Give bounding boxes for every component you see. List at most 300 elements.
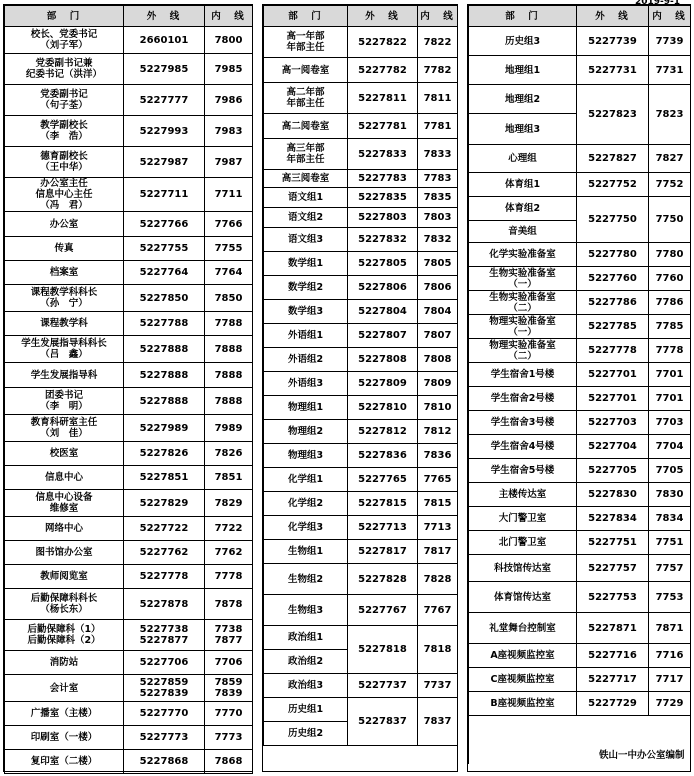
- internal-number: 7888: [205, 363, 253, 388]
- internal-number: 7703: [649, 411, 691, 435]
- internal-number: 7800: [205, 27, 253, 54]
- internal-number: 7757: [649, 555, 691, 582]
- header-int: 内 线: [649, 6, 691, 27]
- table-row: [469, 339, 691, 363]
- table-row: [469, 27, 691, 56]
- table-row: [469, 507, 691, 531]
- table-row: [264, 372, 458, 396]
- directory-table-3: [468, 5, 691, 764]
- dept-name: 党委副书记兼 纪委书记（洪洋）: [5, 54, 124, 85]
- dept-name: 党委副书记 （句子荃）: [5, 85, 124, 116]
- dept-name: 礼堂舞台控制室: [469, 613, 577, 644]
- dept-name: 生物组3: [264, 595, 348, 626]
- dept-name: 校长、党委书记 （刘子军）: [5, 27, 124, 54]
- dept-name: 生物组2: [264, 564, 348, 595]
- dept-name: 大门警卫室: [469, 507, 577, 531]
- internal-number: 7871: [649, 613, 691, 644]
- external-number: 5227851: [124, 466, 205, 490]
- table-row: [469, 173, 691, 197]
- table-row: [5, 517, 253, 541]
- internal-number: 7833: [418, 139, 458, 170]
- internal-number: 7785: [649, 315, 691, 339]
- table-row: [469, 668, 691, 692]
- external-number: 5227985: [124, 54, 205, 85]
- table-row: [5, 589, 253, 620]
- footer-row: [469, 716, 691, 764]
- external-number: 5227751: [577, 531, 649, 555]
- external-number: 5227806: [348, 276, 418, 300]
- internal-number: 7778: [205, 565, 253, 589]
- dept-name: 政治组2: [264, 650, 348, 674]
- table-row: [5, 442, 253, 466]
- external-number: 5227837: [348, 698, 418, 746]
- table-row: [5, 178, 253, 212]
- external-number: 5227703: [577, 411, 649, 435]
- internal-number: 7701: [649, 363, 691, 387]
- internal-number: 7818: [418, 626, 458, 674]
- table-row: [469, 197, 691, 221]
- external-number: 5227812: [348, 420, 418, 444]
- internal-number: 7810: [418, 396, 458, 420]
- internal-number: 7701: [649, 387, 691, 411]
- internal-number: 7780: [649, 243, 691, 267]
- internal-number: 7868: [205, 750, 253, 774]
- table-row: [264, 564, 458, 595]
- external-number: 5227888: [124, 388, 205, 415]
- dept-name: 物理实验准备室 （二）: [469, 339, 577, 363]
- table-row: [5, 261, 253, 285]
- table-row: [5, 490, 253, 517]
- internal-number: 7716: [649, 644, 691, 668]
- external-number: 5227826: [124, 442, 205, 466]
- table-row: [264, 626, 458, 650]
- external-number: 5227868: [124, 750, 205, 774]
- internal-number: 7835: [418, 188, 458, 208]
- table-row: [264, 468, 458, 492]
- internal-number: 7764: [205, 261, 253, 285]
- internal-number: 7822: [418, 27, 458, 58]
- internal-number: 7878: [205, 589, 253, 620]
- table-row: [264, 228, 458, 252]
- external-number: 5227753: [577, 582, 649, 613]
- external-number: 5227807: [348, 324, 418, 348]
- external-number: 5227781: [348, 114, 418, 139]
- table-row: [264, 444, 458, 468]
- table-row: [5, 388, 253, 415]
- dept-name: 广播室（主楼）: [5, 702, 124, 726]
- table-row: [469, 459, 691, 483]
- internal-number: 7832: [418, 228, 458, 252]
- internal-number: 7786: [649, 291, 691, 315]
- table-row: [5, 27, 253, 54]
- table-row: [264, 58, 458, 83]
- internal-number: 7804: [418, 300, 458, 324]
- dept-name: 高一年部 年部主任: [264, 27, 348, 58]
- internal-number: 7717: [649, 668, 691, 692]
- external-number: 5227757: [577, 555, 649, 582]
- table-row: [5, 285, 253, 312]
- header-dept: 部 门: [5, 6, 124, 27]
- internal-number: 7750: [649, 197, 691, 243]
- dept-name: 教师阅览室: [5, 565, 124, 589]
- header-int: 内 线: [205, 6, 253, 27]
- external-number: 5227706: [124, 651, 205, 675]
- external-number: 5227755: [124, 237, 205, 261]
- internal-number: 7815: [418, 492, 458, 516]
- directory-table-1: [4, 5, 253, 774]
- dept-name: 档案室: [5, 261, 124, 285]
- table-row: [469, 411, 691, 435]
- header-ext: 外 线: [124, 6, 205, 27]
- table-row: [5, 415, 253, 442]
- dept-name: 信息中心设备 维修室: [5, 490, 124, 517]
- table-row: [264, 170, 458, 188]
- internal-number: 7788: [205, 312, 253, 336]
- header-dept: 部 门: [469, 6, 577, 27]
- external-number: 5227834: [577, 507, 649, 531]
- external-number: 5227770: [124, 702, 205, 726]
- dept-name: 学生宿舍4号楼: [469, 435, 577, 459]
- internal-number: 7765: [418, 468, 458, 492]
- internal-number: 7808: [418, 348, 458, 372]
- internal-number: 7859 7839: [205, 675, 253, 702]
- internal-number: 7751: [649, 531, 691, 555]
- external-number: 5227808: [348, 348, 418, 372]
- external-number: 5227766: [124, 212, 205, 237]
- external-number: 5227832: [348, 228, 418, 252]
- dept-name: 政治组1: [264, 626, 348, 650]
- dept-name: 教学副校长 （李 浩）: [5, 116, 124, 147]
- table-row: [264, 595, 458, 626]
- dept-name: 办公室: [5, 212, 124, 237]
- table-row: [469, 582, 691, 613]
- table-row: [5, 620, 253, 651]
- header-int: 内 线: [418, 6, 458, 27]
- external-number: 5227738 5227877: [124, 620, 205, 651]
- table-row: [5, 651, 253, 675]
- table-row: [264, 276, 458, 300]
- table-row: [469, 243, 691, 267]
- dept-name: 学生宿舍5号楼: [469, 459, 577, 483]
- dept-name: 生物实验准备室 （一）: [469, 267, 577, 291]
- dept-name: 高三年部 年部主任: [264, 139, 348, 170]
- dept-name: 后勤保障科（1） 后勤保障科（2）: [5, 620, 124, 651]
- external-number: 5227739: [577, 27, 649, 56]
- table-row: [5, 116, 253, 147]
- dept-name: 语文组1: [264, 188, 348, 208]
- dept-name: 化学组3: [264, 516, 348, 540]
- table-row: [469, 315, 691, 339]
- external-number: 5227767: [348, 595, 418, 626]
- directory-table-2: [263, 5, 458, 746]
- dept-name: 学生发展指导科科长 （吕 鑫）: [5, 336, 124, 363]
- table-row: [264, 396, 458, 420]
- dept-name: 历史组1: [264, 698, 348, 722]
- table-row: [469, 85, 691, 114]
- dept-name: 高一阅卷室: [264, 58, 348, 83]
- internal-number: 7753: [649, 582, 691, 613]
- external-number: 5227803: [348, 208, 418, 228]
- dept-name: 后勤保障科科长 （杨长东）: [5, 589, 124, 620]
- table-row: [469, 291, 691, 315]
- internal-number: 7704: [649, 435, 691, 459]
- directory-panel-3: [467, 4, 691, 772]
- dept-name: 物理组1: [264, 396, 348, 420]
- table-row: [264, 208, 458, 228]
- internal-number: 7986: [205, 85, 253, 116]
- external-number: 5227818: [348, 626, 418, 674]
- internal-number: 7737: [418, 674, 458, 698]
- dept-name: 地理组2: [469, 85, 577, 114]
- dept-name: A座视频监控室: [469, 644, 577, 668]
- internal-number: 7830: [649, 483, 691, 507]
- external-number: 5227778: [124, 565, 205, 589]
- table-row: [5, 702, 253, 726]
- external-number: 5227704: [577, 435, 649, 459]
- internal-number: 7731: [649, 56, 691, 85]
- table-row: [264, 420, 458, 444]
- internal-number: 7817: [418, 540, 458, 564]
- dept-name: 历史组3: [469, 27, 577, 56]
- table-row: [469, 613, 691, 644]
- table-row: [5, 237, 253, 261]
- table-row: [264, 114, 458, 139]
- dept-name: 高二年部 年部主任: [264, 83, 348, 114]
- dept-name: 信息中心: [5, 466, 124, 490]
- external-number: 5227788: [124, 312, 205, 336]
- internal-number: 7755: [205, 237, 253, 261]
- dept-name: 数学组3: [264, 300, 348, 324]
- external-number: 5227785: [577, 315, 649, 339]
- dept-name: 学生发展指导科: [5, 363, 124, 388]
- dept-name: 历史组2: [264, 722, 348, 746]
- table-row: [264, 27, 458, 58]
- external-number: 5227888: [124, 336, 205, 363]
- table-row: [469, 267, 691, 291]
- external-number: 5227823: [577, 85, 649, 145]
- external-number: 5227815: [348, 492, 418, 516]
- internal-number: 7760: [649, 267, 691, 291]
- internal-number: 7987: [205, 147, 253, 178]
- external-number: 5227783: [348, 170, 418, 188]
- external-number: 5227777: [124, 85, 205, 116]
- external-number: 5227833: [348, 139, 418, 170]
- external-number: 5227716: [577, 644, 649, 668]
- table-row: [469, 531, 691, 555]
- external-number: 5227780: [577, 243, 649, 267]
- table-row: [264, 540, 458, 564]
- external-number: 5227859 5227839: [124, 675, 205, 702]
- table-row: [469, 692, 691, 716]
- dept-name: 北门警卫室: [469, 531, 577, 555]
- external-number: 2660101: [124, 27, 205, 54]
- internal-number: 7783: [418, 170, 458, 188]
- internal-number: 7834: [649, 507, 691, 531]
- external-number: 5227701: [577, 363, 649, 387]
- internal-number: 7722: [205, 517, 253, 541]
- external-number: 5227722: [124, 517, 205, 541]
- dept-name: 数学组2: [264, 276, 348, 300]
- external-number: 5227830: [577, 483, 649, 507]
- table-row: [5, 726, 253, 750]
- internal-number: 7983: [205, 116, 253, 147]
- dept-name: 地理组1: [469, 56, 577, 85]
- internal-number: 7711: [205, 178, 253, 212]
- internal-number: 7805: [418, 252, 458, 276]
- table-row: [5, 336, 253, 363]
- dept-name: 语文组3: [264, 228, 348, 252]
- internal-number: 7828: [418, 564, 458, 595]
- dept-name: 体育组2: [469, 197, 577, 221]
- internal-number: 7762: [205, 541, 253, 565]
- dept-name: 团委书记 （李 明）: [5, 388, 124, 415]
- external-number: 5227871: [577, 613, 649, 644]
- internal-number: 7770: [205, 702, 253, 726]
- external-number: 5227850: [124, 285, 205, 312]
- internal-number: 7767: [418, 595, 458, 626]
- internal-number: 7705: [649, 459, 691, 483]
- table-row: [5, 565, 253, 589]
- dept-name: 学生宿舍2号楼: [469, 387, 577, 411]
- dept-name: 物理组2: [264, 420, 348, 444]
- dept-name: 体育馆传达室: [469, 582, 577, 613]
- external-number: 5227827: [577, 145, 649, 173]
- table-row: [469, 483, 691, 507]
- external-number: 5227829: [124, 490, 205, 517]
- table-row: [469, 56, 691, 85]
- table-row: [264, 516, 458, 540]
- dept-name: 化学实验准备室: [469, 243, 577, 267]
- dept-name: 办公室主任 信息中心主任 （冯 君）: [5, 178, 124, 212]
- internal-number: 7836: [418, 444, 458, 468]
- external-number: 5227805: [348, 252, 418, 276]
- external-number: 5227765: [348, 468, 418, 492]
- internal-number: 7807: [418, 324, 458, 348]
- table-row: [264, 83, 458, 114]
- dept-name: 学生宿舍3号楼: [469, 411, 577, 435]
- external-number: 5227809: [348, 372, 418, 396]
- external-number: 5227888: [124, 363, 205, 388]
- dept-name: 外语组2: [264, 348, 348, 372]
- internal-number: 7827: [649, 145, 691, 173]
- footer-credit: 铁山一中办公室编制: [469, 716, 691, 764]
- external-number: 5227811: [348, 83, 418, 114]
- table-row: [264, 300, 458, 324]
- internal-number: 7706: [205, 651, 253, 675]
- dept-name: 外语组3: [264, 372, 348, 396]
- internal-number: 7778: [649, 339, 691, 363]
- external-number: 5227711: [124, 178, 205, 212]
- external-number: 5227817: [348, 540, 418, 564]
- dept-name: 生物组1: [264, 540, 348, 564]
- dept-name: 网络中心: [5, 517, 124, 541]
- table-row: [469, 555, 691, 582]
- external-number: 5227729: [577, 692, 649, 716]
- dept-name: 图书馆办公室: [5, 541, 124, 565]
- internal-number: 7738 7877: [205, 620, 253, 651]
- table-row: [264, 698, 458, 722]
- table-row: [5, 312, 253, 336]
- external-number: 5227752: [577, 173, 649, 197]
- table-row: [469, 644, 691, 668]
- internal-number: 7766: [205, 212, 253, 237]
- external-number: 5227731: [577, 56, 649, 85]
- external-number: 5227810: [348, 396, 418, 420]
- dept-name: 印刷室（一楼）: [5, 726, 124, 750]
- table-row: [469, 435, 691, 459]
- dept-name: 课程教学科: [5, 312, 124, 336]
- dept-name: 课程教学科科长 （孙 宁）: [5, 285, 124, 312]
- dept-name: 数学组1: [264, 252, 348, 276]
- dept-name: 地理组3: [469, 114, 577, 145]
- dept-name: C座视频监控室: [469, 668, 577, 692]
- directory-panel-2: [262, 4, 458, 772]
- external-number: 5227717: [577, 668, 649, 692]
- dept-name: 语文组2: [264, 208, 348, 228]
- table-row: [469, 145, 691, 173]
- external-number: 5227987: [124, 147, 205, 178]
- external-number: 5227773: [124, 726, 205, 750]
- external-number: 5227750: [577, 197, 649, 243]
- internal-number: 7888: [205, 388, 253, 415]
- table-row: [264, 188, 458, 208]
- table-row: [5, 750, 253, 774]
- dept-name: 物理实验准备室 （一）: [469, 315, 577, 339]
- table-row: [469, 363, 691, 387]
- internal-number: 7809: [418, 372, 458, 396]
- internal-number: 7739: [649, 27, 691, 56]
- dept-name: 学生宿舍1号楼: [469, 363, 577, 387]
- table-row: [264, 324, 458, 348]
- internal-number: 7773: [205, 726, 253, 750]
- external-number: 5227737: [348, 674, 418, 698]
- header-ext: 外 线: [348, 6, 418, 27]
- table-row: [5, 541, 253, 565]
- dept-name: 德育副校长 （王中华）: [5, 147, 124, 178]
- external-number: 5227804: [348, 300, 418, 324]
- table-row: [264, 139, 458, 170]
- dept-name: 教育科研室主任 （刘 佳）: [5, 415, 124, 442]
- internal-number: 7782: [418, 58, 458, 83]
- internal-number: 7803: [418, 208, 458, 228]
- dept-name: 消防站: [5, 651, 124, 675]
- external-number: 5227705: [577, 459, 649, 483]
- internal-number: 7781: [418, 114, 458, 139]
- header-ext: 外 线: [577, 6, 649, 27]
- external-number: 5227786: [577, 291, 649, 315]
- internal-number: 7752: [649, 173, 691, 197]
- external-number: 5227878: [124, 589, 205, 620]
- table-row: [5, 54, 253, 85]
- table-row: [264, 492, 458, 516]
- dept-name: 化学组1: [264, 468, 348, 492]
- dept-name: 科技馆传达室: [469, 555, 577, 582]
- external-number: 5227762: [124, 541, 205, 565]
- dept-name: 高二阅卷室: [264, 114, 348, 139]
- dept-name: 音美组: [469, 221, 577, 243]
- internal-number: 7829: [205, 490, 253, 517]
- dept-name: 外语组1: [264, 324, 348, 348]
- table-row: [5, 85, 253, 116]
- dept-name: 会计室: [5, 675, 124, 702]
- dept-name: 化学组2: [264, 492, 348, 516]
- internal-number: 7713: [418, 516, 458, 540]
- internal-number: 7985: [205, 54, 253, 85]
- external-number: 5227760: [577, 267, 649, 291]
- table-row: [264, 674, 458, 698]
- dept-name: 复印室（二楼）: [5, 750, 124, 774]
- external-number: 5227778: [577, 339, 649, 363]
